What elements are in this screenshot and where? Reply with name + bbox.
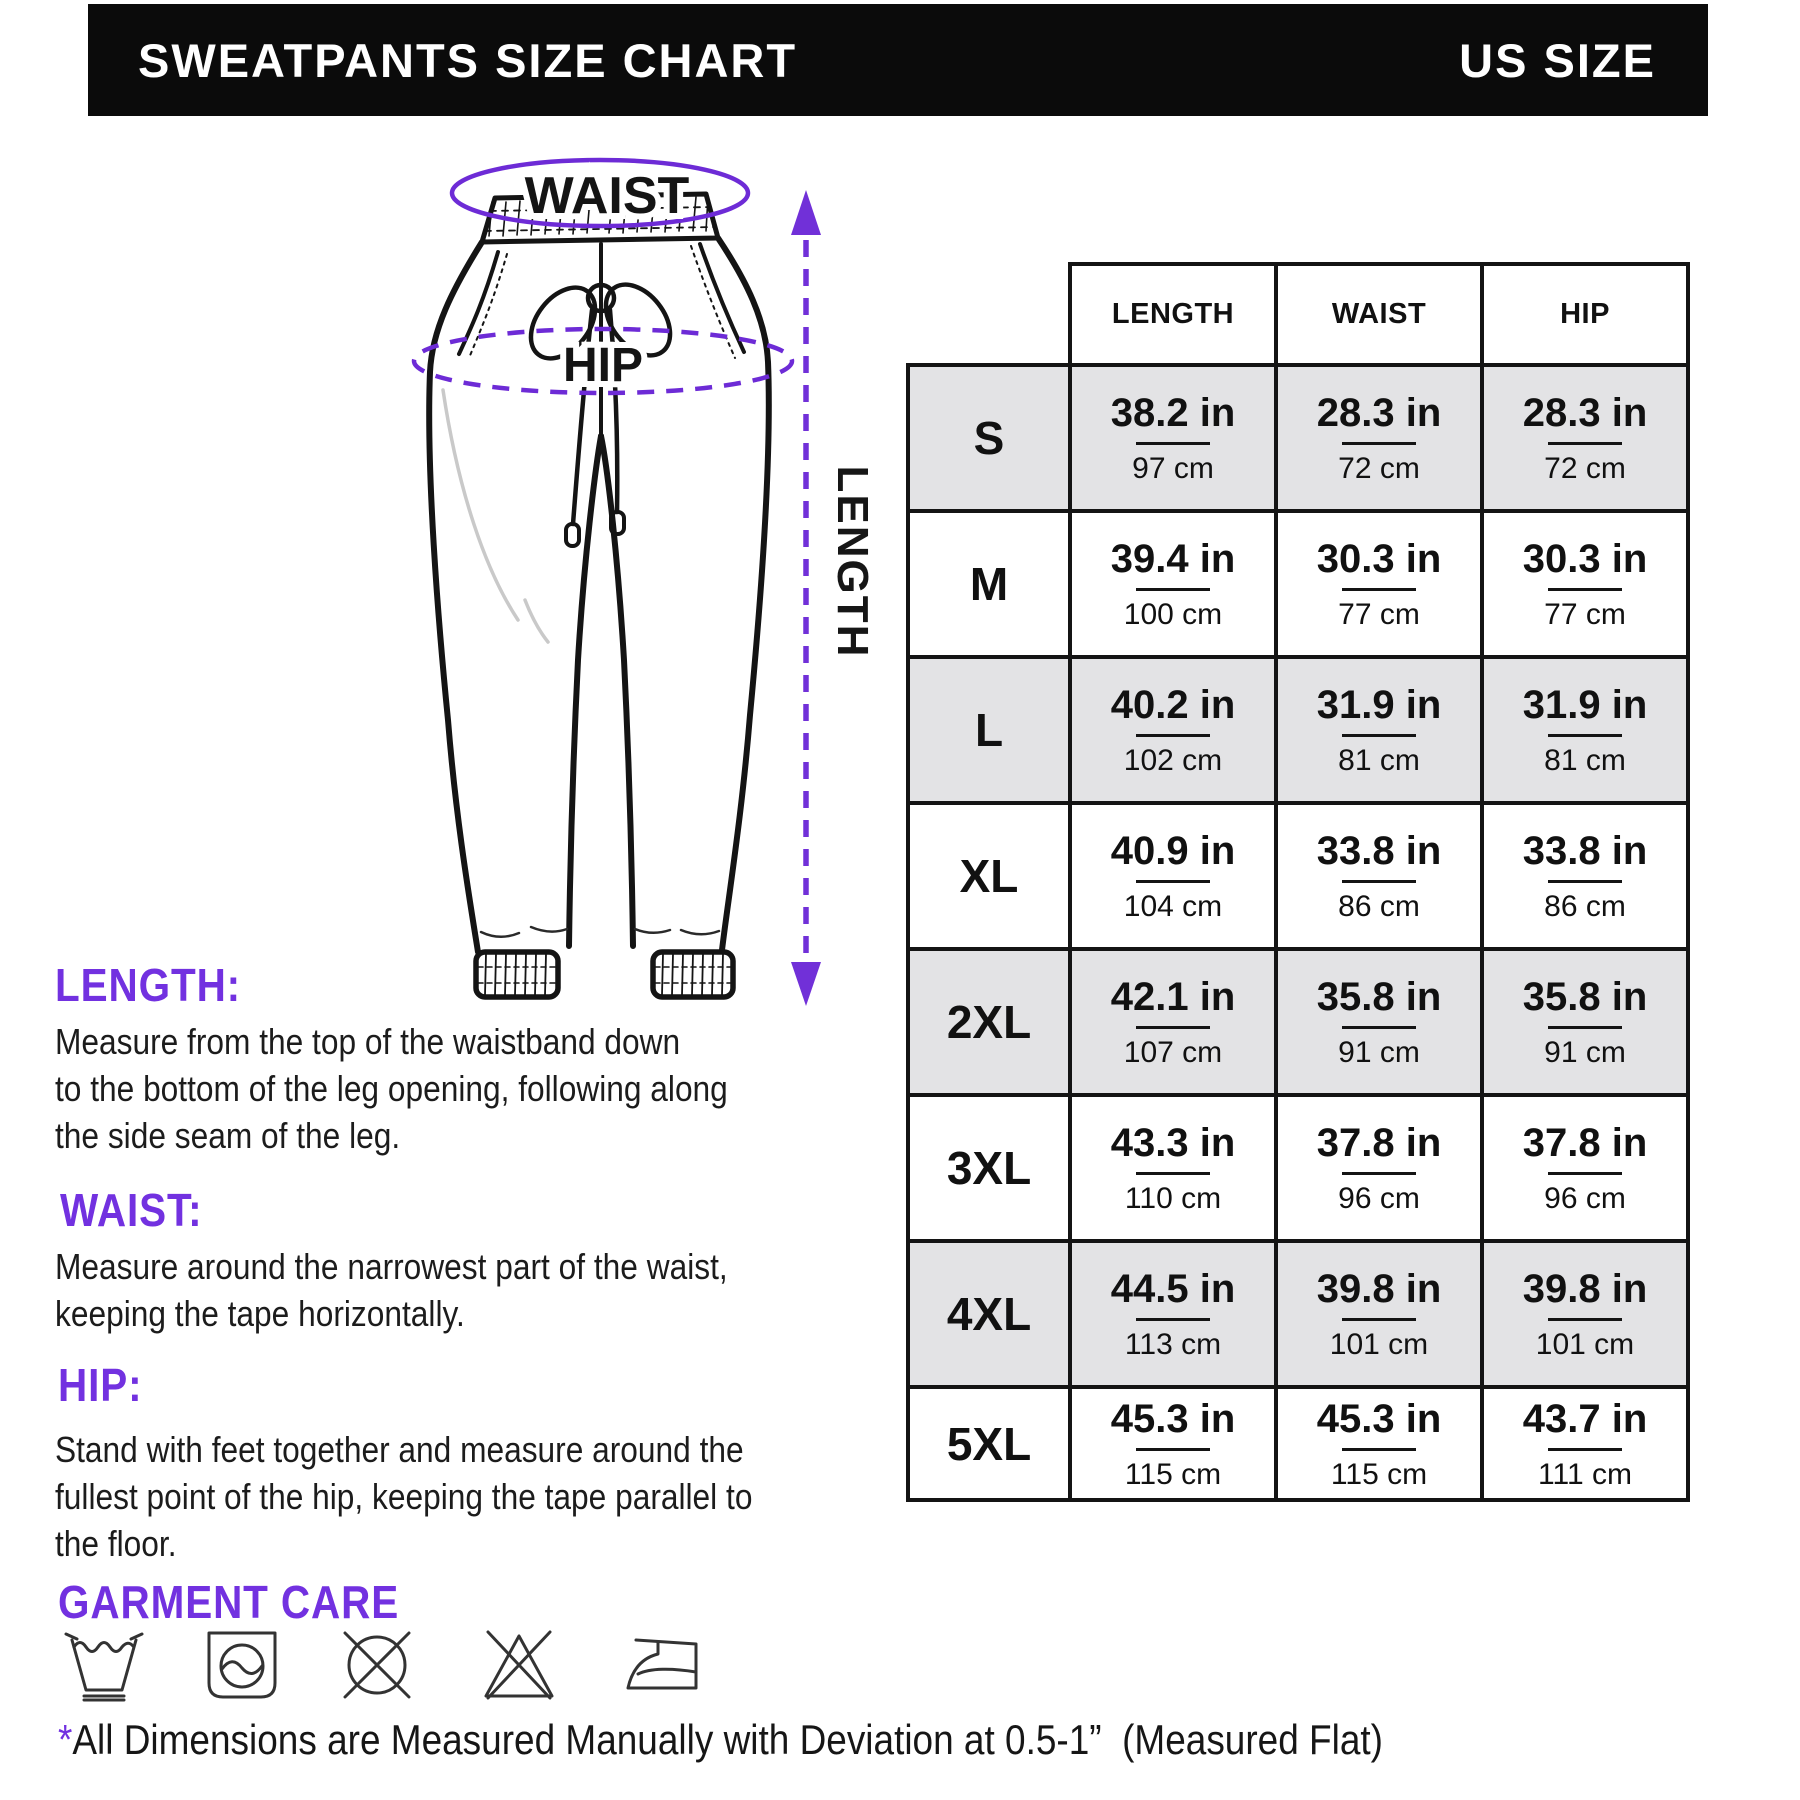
waist-in: 28.3 in	[1316, 391, 1442, 435]
size-label: 2XL	[908, 949, 1070, 1095]
waist-cm: 115 cm	[1330, 1457, 1428, 1491]
length-cm: 115 cm	[1124, 1457, 1222, 1491]
hip-in: 43.7 in	[1522, 1396, 1648, 1441]
hip-cm: 101 cm	[1535, 1328, 1635, 1361]
garment-care-icons	[62, 1628, 702, 1702]
table-row	[908, 1241, 1688, 1387]
waist-in: 45.3 in	[1316, 1396, 1442, 1441]
hip-section-heading: HIP:	[58, 1359, 143, 1411]
right-cuff	[653, 952, 733, 997]
waist-cm: 86 cm	[1338, 890, 1420, 923]
waist-in: 37.8 in	[1316, 1121, 1442, 1165]
length-in: 40.2 in	[1110, 683, 1236, 727]
column-header-waist: WAIST	[1276, 264, 1482, 365]
iron-icon	[622, 1628, 702, 1702]
hip-cm: 111 cm	[1538, 1457, 1632, 1491]
hip-cm: 91 cm	[1544, 1036, 1626, 1069]
hip-diagram-label: HIP	[562, 339, 644, 392]
hip-in: 31.9 in	[1522, 683, 1648, 727]
length-cm: 107 cm	[1123, 1036, 1223, 1069]
hip-in: 30.3 in	[1522, 537, 1648, 581]
length-diagram-label: LENGTH	[828, 465, 877, 659]
waist-in: 39.8 in	[1316, 1267, 1442, 1311]
size-label: S	[908, 365, 1070, 511]
do-not-dry-clean-icon	[338, 1628, 416, 1702]
hip-in: 35.8 in	[1522, 975, 1648, 1019]
table-row	[908, 949, 1688, 1095]
length-in: 45.3 in	[1110, 1396, 1236, 1441]
waist-cm: 81 cm	[1338, 744, 1420, 777]
hip-in: 39.8 in	[1522, 1267, 1648, 1311]
footnote-text: All Dimensions are Measured Manually with Deviation at 0.5-1” (Measured Flat)	[72, 1716, 1383, 1763]
waist-in: 30.3 in	[1316, 537, 1442, 581]
hip-in: 37.8 in	[1522, 1121, 1648, 1165]
footnote-asterisk: *	[58, 1716, 73, 1763]
waist-in: 31.9 in	[1316, 683, 1442, 727]
table-row	[908, 1095, 1688, 1241]
length-arrow	[791, 190, 821, 1006]
hip-cm: 86 cm	[1544, 890, 1626, 923]
length-cm: 97 cm	[1132, 452, 1214, 485]
length-cm: 100 cm	[1123, 598, 1223, 631]
length-in: 42.1 in	[1110, 975, 1236, 1019]
waist-cm: 96 cm	[1338, 1182, 1420, 1215]
length-in: 43.3 in	[1110, 1121, 1236, 1165]
size-table	[906, 262, 1690, 1502]
waist-in: 35.8 in	[1316, 975, 1442, 1019]
waist-diagram-label: WAIST	[524, 167, 690, 225]
hip-cm: 96 cm	[1544, 1182, 1626, 1215]
size-label: M	[908, 511, 1070, 657]
length-in: 44.5 in	[1110, 1267, 1236, 1311]
region-label: US SIZE	[1459, 33, 1656, 87]
waist-section-text: Measure around the narrowest part of the waist, keeping the tape horizontally.	[55, 1246, 728, 1334]
do-not-bleach-icon	[474, 1628, 564, 1702]
table-row	[908, 803, 1688, 949]
table-header-row	[908, 264, 1688, 365]
length-section-heading: LENGTH:	[55, 959, 242, 1011]
waist-cm: 72 cm	[1338, 452, 1420, 485]
sweatpants-diagram	[180, 140, 830, 1060]
length-in: 39.4 in	[1110, 537, 1236, 581]
page-title: SWEATPANTS SIZE CHART	[138, 33, 798, 87]
size-label: 5XL	[908, 1387, 1070, 1500]
hip-cm: 81 cm	[1544, 744, 1626, 777]
footnote	[58, 1716, 1383, 1764]
length-cm: 102 cm	[1123, 744, 1223, 777]
table-row	[908, 657, 1688, 803]
table-corner-cell	[908, 264, 1070, 365]
column-header-length: LENGTH	[1070, 264, 1276, 365]
hip-cm: 72 cm	[1544, 452, 1626, 485]
header-bar	[88, 4, 1708, 116]
length-in: 40.9 in	[1110, 829, 1236, 873]
length-section-text: Measure from the top of the waistband down to the bottom of the leg opening, following along the side seam of the leg.	[55, 1021, 728, 1156]
size-label: 3XL	[908, 1095, 1070, 1241]
hip-cm: 77 cm	[1544, 598, 1626, 631]
hip-section-text: Stand with feet together and measure around the fullest point of the hip, keeping the tape parallel to the floor.	[55, 1429, 753, 1564]
table-row	[908, 365, 1688, 511]
left-cuff	[476, 952, 558, 997]
hip-in: 33.8 in	[1522, 829, 1648, 873]
waist-in: 33.8 in	[1316, 829, 1442, 873]
waist-cm: 91 cm	[1338, 1036, 1420, 1069]
waist-section-heading: WAIST:	[60, 1184, 203, 1236]
size-label: 4XL	[908, 1241, 1070, 1387]
wash-tub-icon	[62, 1628, 146, 1702]
size-label: L	[908, 657, 1070, 803]
hip-in: 28.3 in	[1522, 391, 1648, 435]
waist-cm: 101 cm	[1329, 1328, 1429, 1361]
length-cm: 113 cm	[1124, 1328, 1222, 1361]
size-label: XL	[908, 803, 1070, 949]
waist-cm: 77 cm	[1338, 598, 1420, 631]
length-cm: 104 cm	[1123, 890, 1223, 923]
length-in: 38.2 in	[1110, 391, 1236, 435]
machine-wash-icon	[204, 1628, 280, 1702]
table-row	[908, 511, 1688, 657]
table-row	[908, 1387, 1688, 1500]
length-cm: 110 cm	[1124, 1182, 1222, 1215]
column-header-hip: HIP	[1482, 264, 1688, 365]
garment-care-heading: GARMENT CARE	[58, 1576, 400, 1628]
